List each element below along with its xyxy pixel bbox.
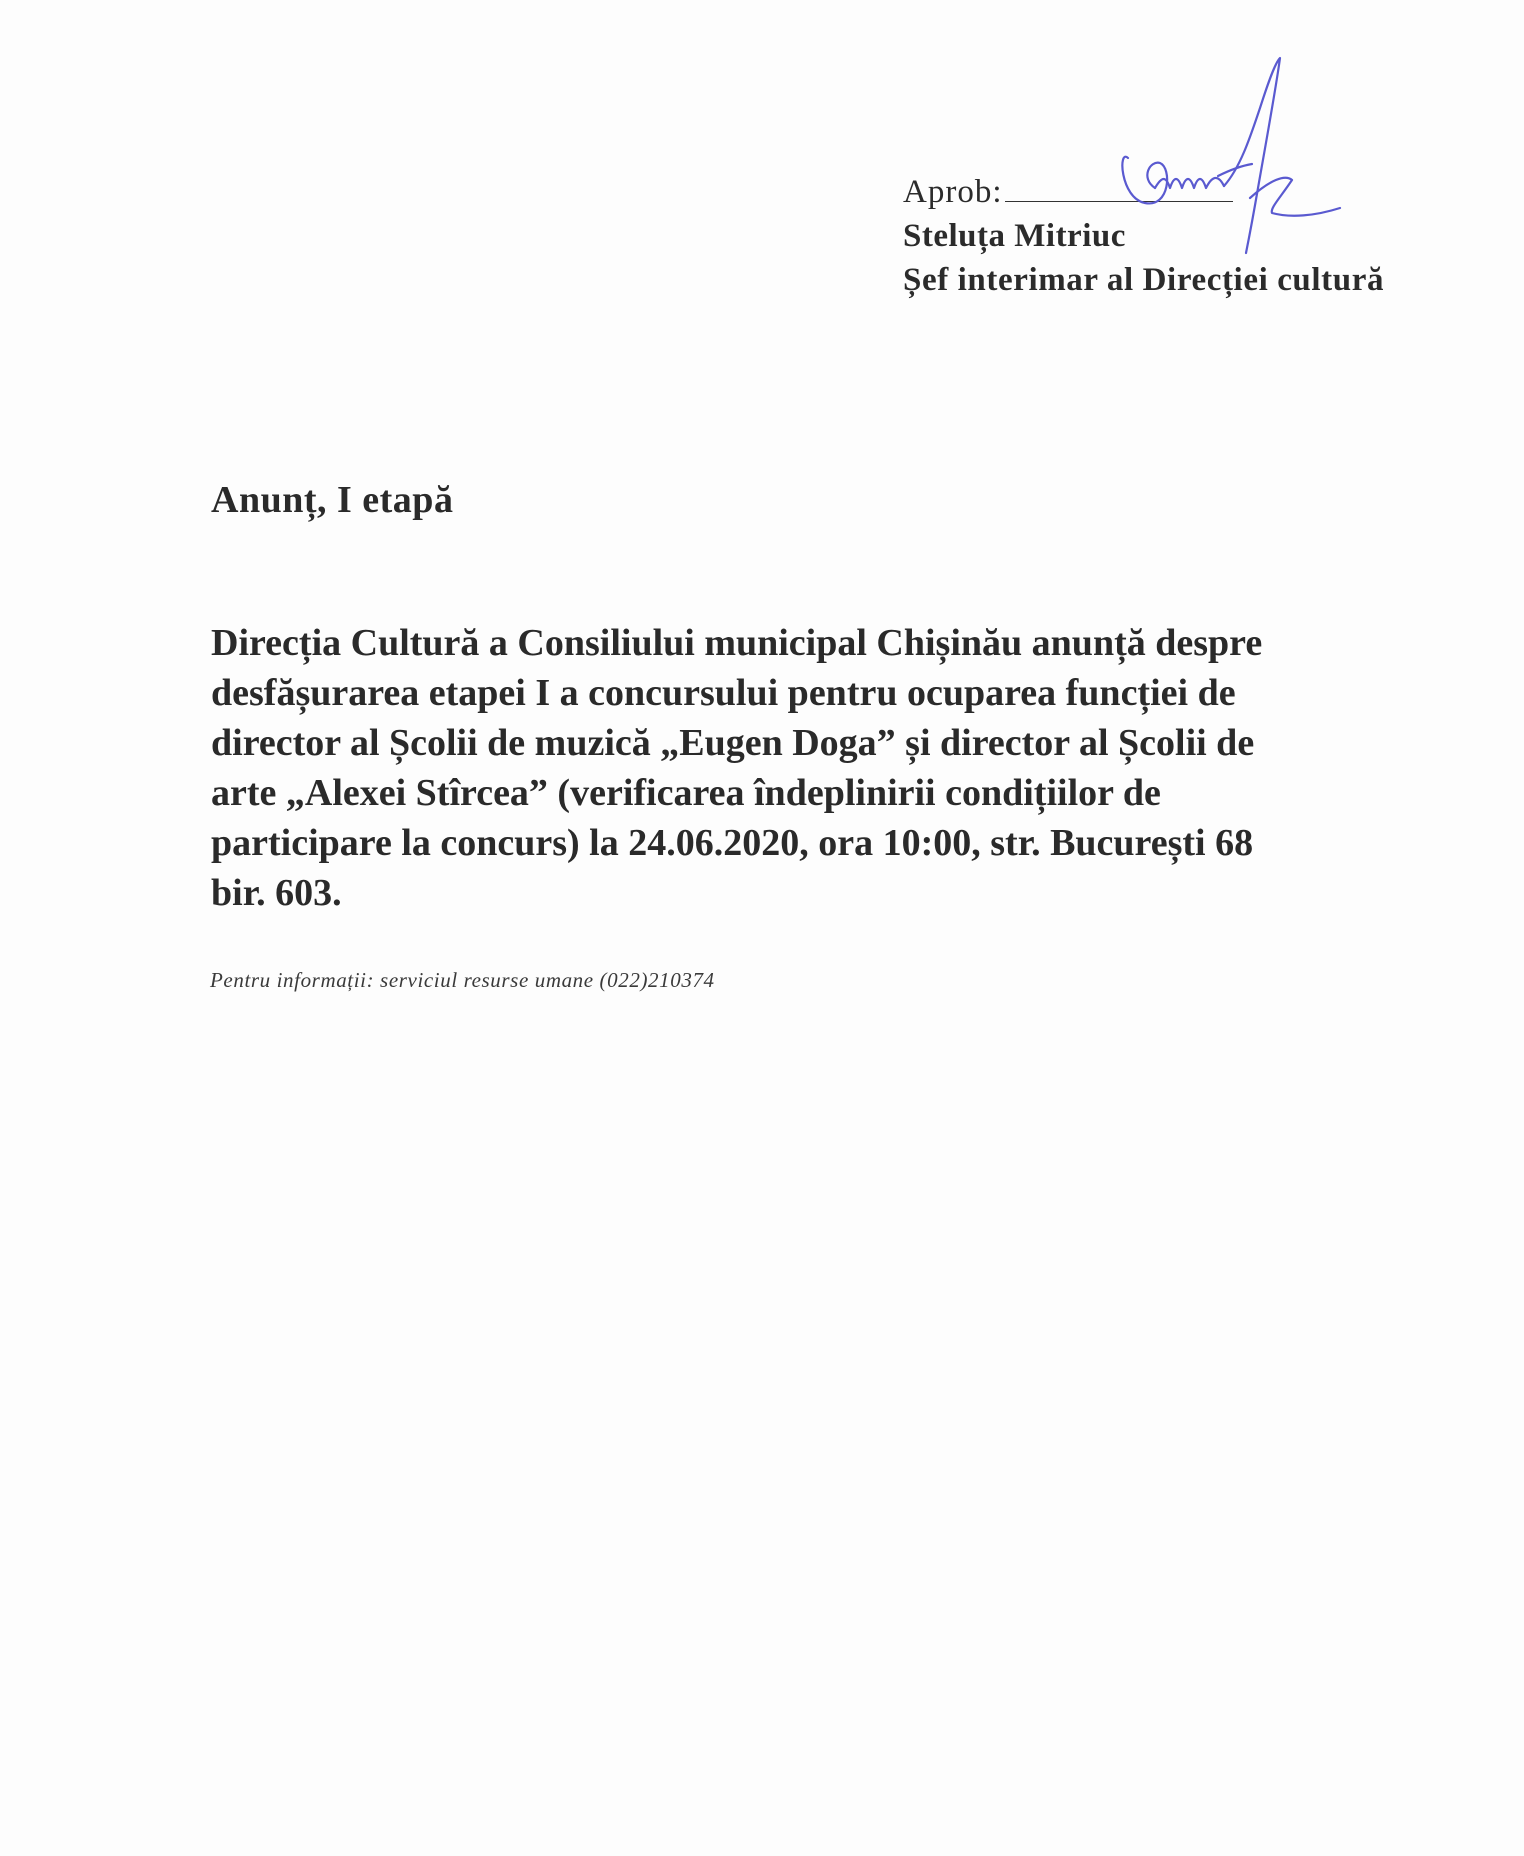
body-line: participare la concurs) la 24.06.2020, ora 10:00, str. București 68 bbox=[211, 822, 1254, 864]
contact-info: Pentru informații: serviciul resurse umane (022)210374 bbox=[210, 968, 715, 992]
handwritten-signature bbox=[1100, 48, 1430, 258]
body-line: arte „Alexei Stîrcea” (verificarea îndeplinirii condițiilor de bbox=[211, 772, 1161, 814]
body-line: director al Școlii de muzică „Eugen Doga” și director al Școlii de bbox=[211, 722, 1255, 764]
body-line: bir. 603. bbox=[211, 872, 342, 914]
announcement-title: Anunț, I etapă bbox=[211, 479, 454, 521]
approver-position: Șef interimar al Direcției cultură bbox=[903, 262, 1385, 298]
announcement-body bbox=[211, 618, 1451, 918]
approval-label: Aprob: bbox=[903, 174, 1003, 210]
approver-name: Steluța Mitriuc bbox=[903, 218, 1126, 254]
body-line: desfășurarea etapei I a concursului pentru ocuparea funcției de bbox=[211, 672, 1236, 714]
body-line: Direcția Cultură a Consiliului municipal Chișinău anunță despre bbox=[211, 622, 1263, 664]
